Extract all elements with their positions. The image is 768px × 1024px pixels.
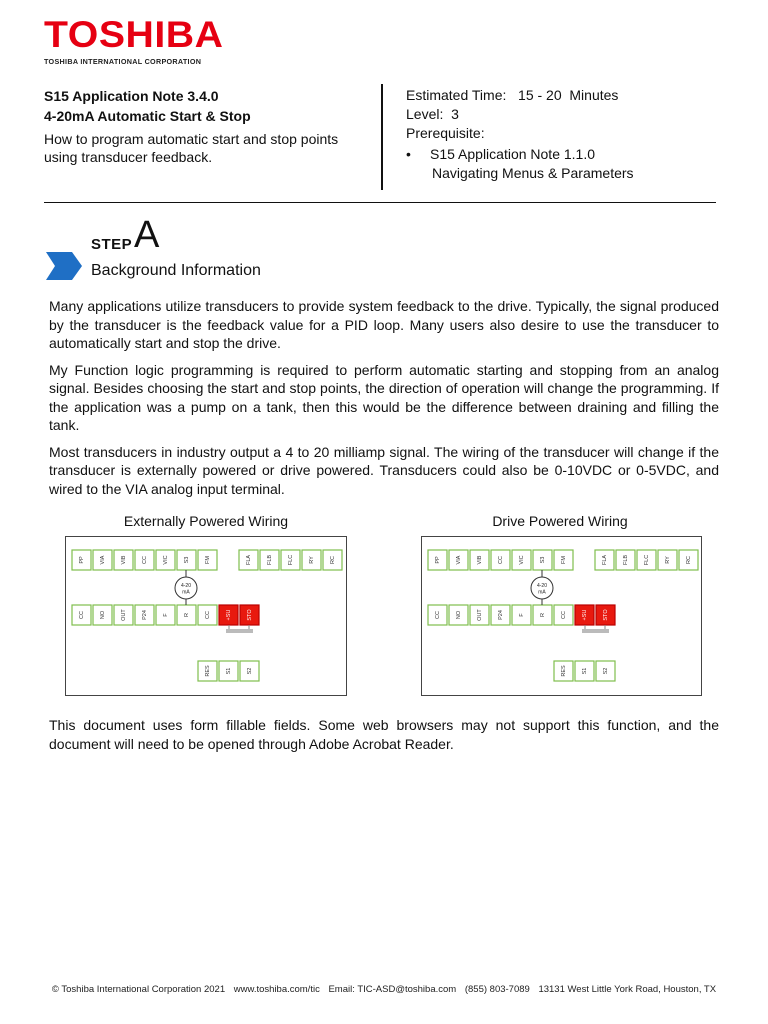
- terminal-s3: [533, 550, 552, 570]
- figure-title-drive: Drive Powered Wiring: [492, 513, 628, 529]
- terminal-label: NO: [455, 610, 462, 620]
- terminal-s1: [575, 661, 594, 681]
- terminal-label: P24: [497, 610, 504, 620]
- note-description: How to program automatic start and stop points using transducer feedback.: [44, 131, 339, 165]
- jumper-bar: [226, 629, 253, 633]
- terminal-flc: [281, 550, 300, 570]
- prerequisite-list: [406, 145, 726, 183]
- meter-unit: mA: [538, 589, 546, 596]
- terminal-pp: [428, 550, 447, 570]
- brand-subtitle: TOSHIBA INTERNATIONAL CORPORATION: [44, 57, 202, 66]
- terminal-rc: [323, 550, 342, 570]
- estimated-time: Estimated Time: 15 - 20 Minutes: [406, 87, 619, 103]
- terminal-vib: [470, 550, 489, 570]
- terminal-cc: [198, 605, 217, 625]
- bullet-icon: •: [406, 146, 411, 162]
- terminal-label: S2: [246, 667, 253, 675]
- terminal-label: VIA: [99, 555, 106, 565]
- terminal-cc: [135, 550, 154, 570]
- terminal-s2: [596, 661, 615, 681]
- terminal-label: RC: [329, 556, 336, 564]
- terminal-cc: [428, 605, 447, 625]
- terminal-flb: [260, 550, 279, 570]
- terminal-label: PP: [434, 556, 441, 564]
- step-subtitle: Background Information: [91, 262, 261, 279]
- terminal-label: RY: [664, 556, 671, 564]
- footer-copyright: © Toshiba International Corporation 2021: [51, 984, 226, 995]
- terminal-sto: [596, 605, 615, 625]
- prerequisite-label: Prerequisite:: [406, 125, 485, 141]
- terminal-label: VIB: [476, 555, 483, 565]
- note-title: 4-20mA Automatic Start & Stop: [44, 108, 251, 124]
- prerequisite-line-2: Navigating Menus & Parameters: [432, 165, 634, 181]
- terminal-out: [470, 605, 489, 625]
- terminal-ry: [658, 550, 677, 570]
- terminal-r: [533, 605, 552, 625]
- terminal-label: RY: [308, 556, 315, 564]
- terminal-label: FM: [204, 556, 211, 564]
- meter-label: 4-20: [536, 582, 548, 589]
- terminal-label: P24: [141, 610, 148, 620]
- terminal-label: CC: [204, 611, 211, 619]
- terminal-flb: [616, 550, 635, 570]
- terminal-via: [93, 550, 112, 570]
- terminal-label: PP: [78, 556, 85, 564]
- terminal-pp: [72, 550, 91, 570]
- terminal-no: [93, 605, 112, 625]
- terminal-label: S1: [581, 667, 588, 675]
- meter-unit: mA: [182, 589, 190, 596]
- terminal-f: [512, 605, 531, 625]
- terminal-vic: [156, 550, 175, 570]
- transducer-meter-icon: [175, 577, 197, 599]
- terminal-no: [449, 605, 468, 625]
- terminal-label: STO: [602, 609, 609, 621]
- terminal-label: S3: [183, 556, 190, 564]
- terminal-via: [449, 550, 468, 570]
- closing-paragraph: This document uses form fillable fields. Some web browsers may not support this function, and the document will need to be opened through Adobe Acrobat Reader.: [49, 717, 719, 752]
- note-meta: [406, 86, 726, 183]
- terminal-label: OUT: [476, 609, 483, 621]
- terminal-label: VIB: [120, 555, 127, 565]
- terminal-label: +SU: [225, 609, 232, 621]
- terminal-label: RES: [204, 665, 211, 677]
- terminal-res: [554, 661, 573, 681]
- terminal-label: FLB: [622, 554, 629, 566]
- wiring-diagram-svg: [66, 537, 346, 695]
- terminal-res: [198, 661, 217, 681]
- wiring-diagram-external: [65, 536, 347, 696]
- note-header: [44, 86, 364, 166]
- wiring-diagram-drive: [421, 536, 702, 696]
- prerequisite-line-1: S15 Application Note 1.1.0: [430, 146, 596, 162]
- terminal-flc: [637, 550, 656, 570]
- header-divider: [381, 84, 383, 190]
- terminal-label: FLA: [245, 554, 252, 566]
- terminal-label: CC: [141, 556, 148, 564]
- terminal-label: CC: [434, 611, 441, 619]
- terminal-label: STO: [246, 609, 253, 621]
- chevron-right-icon: [46, 252, 82, 280]
- footer-address: 13131 West Little York Road, Houston, TX: [538, 984, 717, 995]
- footer-website[interactable]: www.toshiba.com/tic: [233, 984, 320, 995]
- terminal-fla: [595, 550, 614, 570]
- terminal-label: S2: [602, 667, 609, 675]
- note-number: S15 Application Note 3.4.0: [44, 88, 219, 104]
- terminal-vib: [114, 550, 133, 570]
- terminal-label: FLC: [643, 554, 650, 566]
- footer-phone: (855) 803-7089: [464, 984, 530, 995]
- meter-label: 4-20: [180, 582, 192, 589]
- terminal-ry: [302, 550, 321, 570]
- terminal-r: [177, 605, 196, 625]
- step-word: STEP: [91, 236, 133, 253]
- terminal-label: VIA: [455, 555, 462, 565]
- body-text: [49, 297, 719, 506]
- terminal-label: FLA: [601, 554, 608, 566]
- terminal-vic: [512, 550, 531, 570]
- terminal-out: [114, 605, 133, 625]
- terminal-plus-su: [575, 605, 594, 625]
- terminal-label: NO: [99, 610, 106, 620]
- terminal-label: VIC: [518, 555, 525, 565]
- wiring-diagram-svg: [422, 537, 701, 695]
- terminal-sto: [240, 605, 259, 625]
- terminal-label: RES: [560, 665, 567, 677]
- terminal-fm: [554, 550, 573, 570]
- terminal-label: FLC: [287, 554, 294, 566]
- step-letter: A: [134, 214, 160, 256]
- paragraph: Most transducers in industry output a 4 to 20 milliamp signal. The wiring of the transducer will change if the transducer is externally powered or drive powered. Transducers could also be 0-10VDC or 0-5VDC, and wired to the VIA analog input terminal.: [49, 443, 719, 497]
- terminal-s1: [219, 661, 238, 681]
- brand-name: TOSHIBA: [44, 14, 224, 55]
- jumper-bar: [582, 629, 609, 633]
- terminal-label: S3: [539, 556, 546, 564]
- terminal-label: R: [183, 613, 190, 617]
- terminal-f: [156, 605, 175, 625]
- header-rule: [44, 202, 716, 203]
- terminal-cc: [72, 605, 91, 625]
- level: Level: 3: [406, 106, 459, 122]
- paragraph: Many applications utilize transducers to provide system feedback to the drive. Typically, the signal produced by the transducer is the feedback value for a PID loop. Many users also desire to use the transducer to automatically start and stop the drive.: [49, 298, 719, 351]
- terminal-fla: [239, 550, 258, 570]
- terminal-label: S1: [225, 667, 232, 675]
- terminal-label: +SU: [581, 609, 588, 621]
- terminal-s3: [177, 550, 196, 570]
- terminal-label: F: [162, 613, 169, 617]
- toshiba-logo: [44, 14, 224, 66]
- paragraph: My Function logic programming is required to perform automatic starting and stopping from an analog signal. Besides choosing the start and stop points, the direction of operation will change the programming. If the application was a pump on a tank, then this would be the difference between draining and filling the tank.: [49, 361, 719, 433]
- terminal-cc: [491, 550, 510, 570]
- terminal-fm: [198, 550, 217, 570]
- figure-title-external: Externally Powered Wiring: [123, 513, 289, 529]
- prerequisite-item: [406, 145, 726, 183]
- terminal-label: CC: [78, 611, 85, 619]
- transducer-meter-icon: [531, 577, 553, 599]
- terminal-label: RC: [685, 556, 692, 564]
- footer-email[interactable]: Email: TIC-ASD@toshiba.com: [328, 984, 457, 995]
- terminal-rc: [679, 550, 698, 570]
- terminal-label: OUT: [120, 609, 127, 621]
- terminal-label: F: [518, 613, 525, 617]
- terminal-cc: [554, 605, 573, 625]
- terminal-s2: [240, 661, 259, 681]
- terminal-p24: [135, 605, 154, 625]
- terminal-label: FLB: [266, 554, 273, 566]
- terminal-plus-su: [219, 605, 238, 625]
- footer: [0, 984, 768, 995]
- terminal-p24: [491, 605, 510, 625]
- terminal-label: R: [539, 613, 546, 617]
- terminal-label: FM: [560, 556, 567, 564]
- terminal-label: CC: [497, 556, 504, 564]
- terminal-label: CC: [560, 611, 567, 619]
- terminal-label: VIC: [162, 555, 169, 565]
